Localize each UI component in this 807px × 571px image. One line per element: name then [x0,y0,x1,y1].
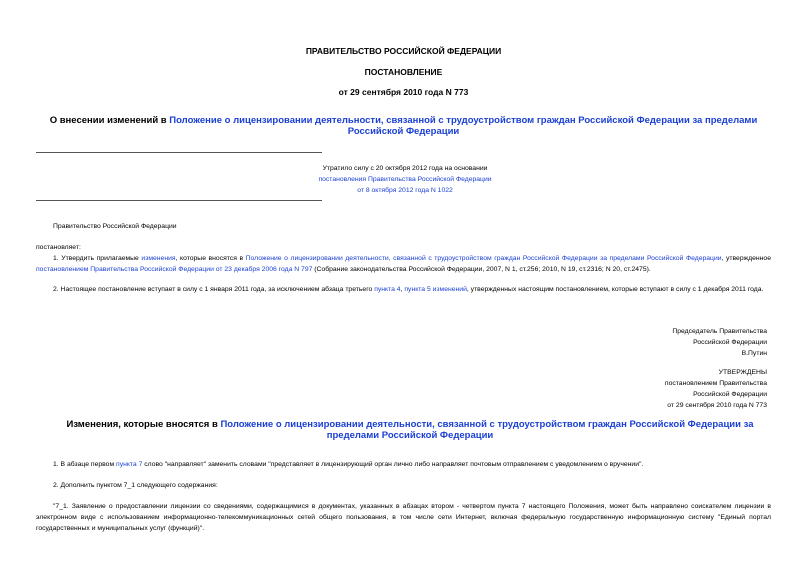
date-number-heading: от 29 сентября 2010 года N 773 [338,87,469,97]
approved-line: Российской Федерации [693,391,767,398]
c1-text-1: 1. В абзаце первом [53,461,117,468]
paragraph-1 [36,253,771,275]
change-1 [36,459,771,470]
divider-bottom [36,200,322,201]
status-note-line: Утратило силу с 20 октября 2012 года на основании [322,165,488,172]
signature-line: Российской Федерации [693,339,767,346]
org-heading: ПРАВИТЕЛЬСТВО РОССИЙСКОЙ ФЕДЕРАЦИИ [305,46,502,56]
p1-text-4: (Собрание законодательства Российской Федерации, 2007, N 1, ст.256; 2010, N 19, ст.2316; N 20, ст.2475). [312,266,651,273]
approved-line: постановлением Правительства [664,380,767,387]
change-2: 2. Дополнить пунктом 7_1 следующего содержания: [53,482,218,489]
status-note [300,163,510,196]
c1-text-2: слово "направляет" заменить словами "представляет в лицензирующий орган лично либо направляет почтовым отправлением с уведомлением о вручении". [142,461,644,468]
p2-text-2: , [400,286,405,293]
changes-title [60,419,760,441]
decree-797-link[interactable]: постановлением Правительства Российской Федерации от 23 декабря 2006 года N 797 [36,266,313,273]
signature-line: В.Путин [741,350,767,357]
p2-text-1: 2. Настоящее постановление вступает в силу с 1 января 2011 года, за исключением абзаца третьего [53,286,375,293]
approved-block [567,367,767,411]
paragraph-2 [36,284,771,295]
item-5-changes-link[interactable]: пункта 5 изменений [404,286,467,293]
item-4-link[interactable]: пункта 4 [374,286,401,293]
approved-line: от 29 сентября 2010 года N 773 [667,402,767,409]
item-7-link[interactable]: пункта 7 [116,461,143,468]
doc-type-heading: ПОСТАНОВЛЕНИЕ [364,67,443,77]
title-prefix: О внесении изменений в [49,115,170,126]
changes-title-regulation-link[interactable]: Положение о лицензировании деятельности, связанной с трудоустройством граждан Российской Федерации за пределами Российской Федерации [220,419,754,441]
p2-text-3: , утвержденных настоящим постановлением, которые вступают в силу с 1 декабря 2011 года. [466,286,764,293]
p1-text-3: , утвержденное [721,255,771,262]
signature-block [567,326,767,359]
government-text: Правительство Российской Федерации [53,223,177,230]
title-regulation-link[interactable]: Положение о лицензировании деятельности, связанной с трудоустройством граждан Российской Федерации за пределами Российской Федерации [169,115,758,137]
p1-text-1: 1. Утвердить прилагаемые [53,255,142,262]
divider-top [36,152,322,153]
repeal-decree-link[interactable]: постановления Правительства Российской Федерации [318,176,492,183]
repeal-decree-date-link[interactable]: от 8 октября 2012 года N 1022 [357,187,453,194]
decides-text: постановляет: [36,244,81,251]
signature-line: Председатель Правительства [672,328,767,335]
change-3: "7_1. Заявление о предоставлении лицензии со сведениями, содержащимися в документах, указанных в абзацах втором - четвертом пункта 7 настоящего Положения, может быть направлено соискателем лицензии в электронном виде с использованием информационно-телекоммуникационных сетей общего пользования, в том числе сети Интернет, включая федеральную государственную информационную систему "Единый портал государственных и муниципальных услуг (функций)". [36,503,771,532]
approved-line: УТВЕРЖДЕНЫ [718,369,767,376]
regulation-link[interactable]: Положение о лицензировании деятельности, связанной с трудоустройством граждан Российской Федерации за пределами Российской Федерации [245,255,722,262]
p1-text-2: , которые вносятся в [175,255,246,262]
changes-title-prefix: Изменения, которые вносятся в [66,419,221,430]
changes-link[interactable]: изменения [141,255,176,262]
document-title [36,115,771,137]
